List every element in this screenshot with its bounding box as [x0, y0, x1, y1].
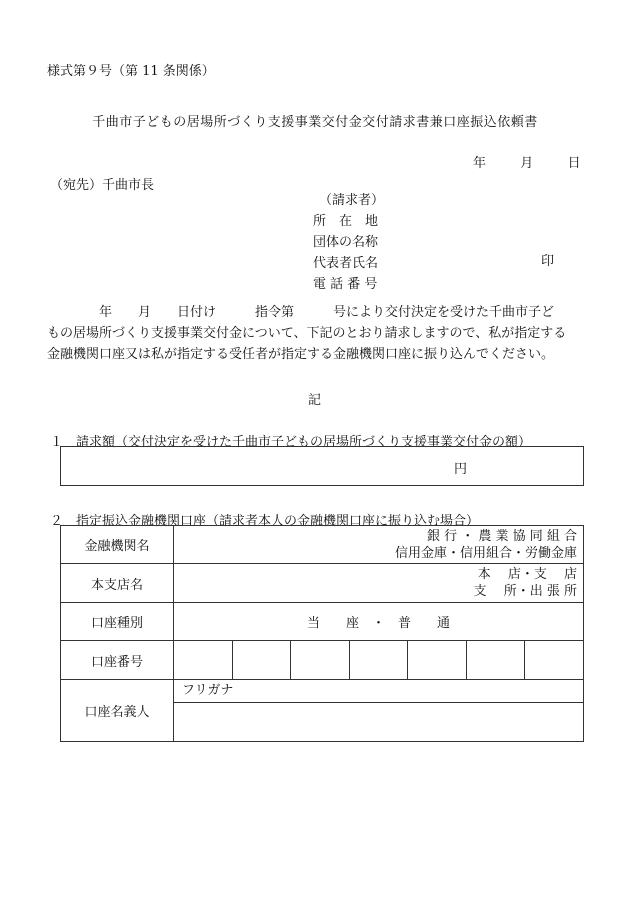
ki-heading: 記 — [308, 393, 322, 408]
account-number-label: 口座番号 — [61, 641, 174, 680]
digit-box[interactable] — [467, 641, 526, 679]
yen-unit: 円 — [453, 462, 467, 477]
bank-field[interactable] — [174, 526, 584, 564]
holder-row — [61, 680, 584, 742]
date-line — [473, 152, 581, 171]
account-number-field[interactable] — [174, 641, 584, 680]
branch-types-1: 本 店・支 店 — [477, 567, 577, 582]
account-type-row — [61, 603, 584, 641]
holder-field[interactable] — [174, 680, 584, 742]
furigana-label: フリガナ — [174, 680, 583, 703]
branch-row — [61, 564, 584, 603]
date-day: 日 — [567, 156, 581, 171]
body-line-3: 金融機関口座又は私が指定する受任者が指定する金融機関口座に振り込んでください。 — [47, 347, 555, 362]
section1-heading: １ 請求額（交付決定を受けた千曲市子どもの居場所づくり支援事業交付金の額） — [50, 435, 532, 450]
digit-box[interactable] — [350, 641, 409, 679]
date-year: 年 — [473, 156, 487, 171]
digit-box[interactable] — [408, 641, 467, 679]
digit-box[interactable] — [174, 641, 233, 679]
bank-account-table — [60, 525, 584, 742]
body-line-1: 年 月 日付け 指令第 号により交付決定を受けた千曲市子ど — [47, 305, 555, 320]
bank-types-1: 銀 行 ・ 農 業 協 同 組 合 — [426, 528, 577, 544]
holder-name-field[interactable] — [174, 703, 583, 741]
request-body — [47, 302, 587, 365]
amount-field[interactable] — [60, 446, 584, 486]
address-label: 所 在 地 — [313, 214, 379, 229]
addressee: （宛先）千曲市長 — [50, 178, 155, 193]
account-type-label: 口座種別 — [61, 603, 174, 641]
phone-label: 電 話 番 号 — [313, 277, 378, 292]
form-number: 様式第９号（第 11 条関係） — [47, 64, 215, 79]
requester-block — [313, 190, 384, 295]
body-line-2: もの居場所づくり支援事業交付金について、下記のとおり請求しますので、私が指定する — [47, 326, 567, 341]
digit-box[interactable] — [233, 641, 292, 679]
branch-field[interactable] — [174, 564, 584, 603]
org-name-label: 団体の名称 — [313, 235, 379, 250]
document-title: 千曲市子どもの居場所づくり支援事業交付金交付請求書兼口座振込依頼書 — [92, 115, 538, 130]
holder-label: 口座名義人 — [61, 680, 174, 742]
branch-types-2: 支 所・出 張 所 — [473, 584, 577, 599]
seal-mark: 印 — [541, 254, 555, 269]
account-number-row — [61, 641, 584, 680]
section2-heading: ２ 指定振込金融機関口座（請求者本人の金融機関口座に振り込む場合） — [50, 514, 480, 529]
bank-row — [61, 526, 584, 564]
rep-name-label: 代表者氏名 — [313, 256, 379, 271]
bank-types-2: 信用金庫・信用組合・労働金庫 — [394, 545, 577, 561]
requester-heading: （請求者） — [319, 193, 385, 208]
branch-label: 本支店名 — [61, 564, 174, 603]
digit-box[interactable] — [525, 641, 583, 679]
digit-box[interactable] — [291, 641, 350, 679]
date-month: 月 — [520, 156, 534, 171]
account-type-options[interactable]: 当 座 ・ 普 通 — [174, 603, 584, 641]
bank-label: 金融機関名 — [61, 526, 174, 564]
